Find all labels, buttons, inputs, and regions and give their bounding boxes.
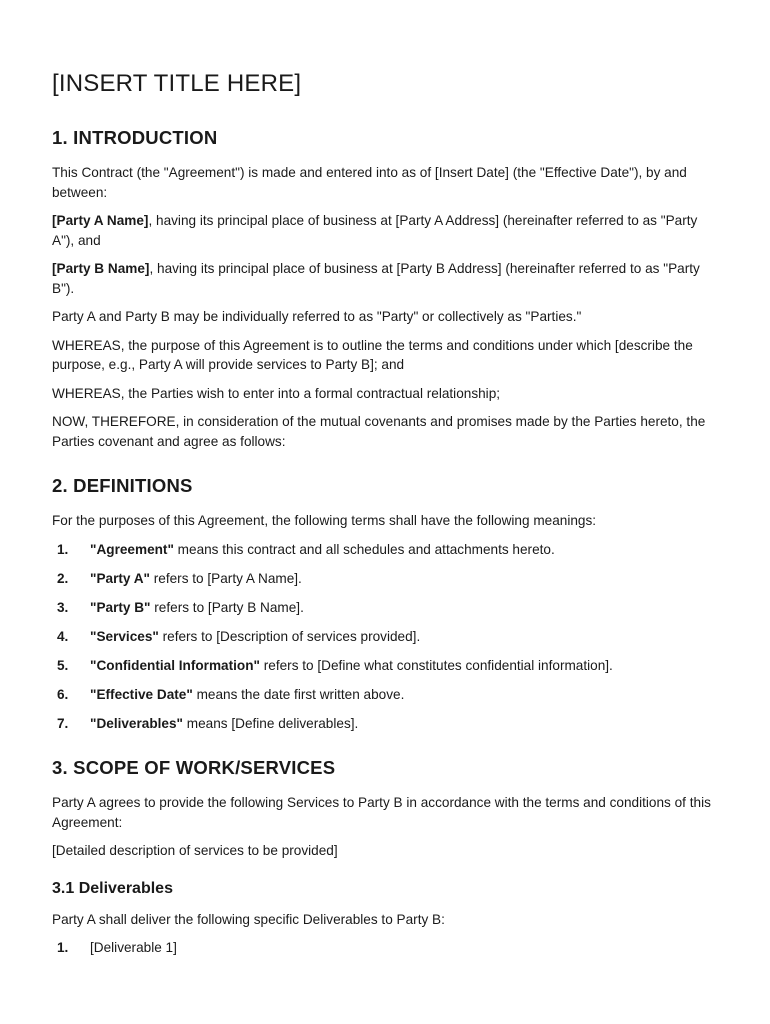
paragraph-party-a xyxy=(52,211,720,250)
list-text xyxy=(90,714,358,734)
section-scope xyxy=(52,755,720,958)
list-text xyxy=(90,656,613,676)
party-b-name: [Party B Name] xyxy=(52,261,150,276)
list-text: [Deliverable 1] xyxy=(90,940,177,955)
list-item xyxy=(52,685,720,705)
definition-text: means the date first written above. xyxy=(192,686,405,702)
section-heading: 2. DEFINITIONS xyxy=(52,475,193,496)
definition-term: "Services" xyxy=(90,628,159,644)
list-text xyxy=(90,540,555,560)
party-a-name: [Party A Name] xyxy=(52,213,149,228)
paragraph: [Detailed description of services to be provided] xyxy=(52,843,338,858)
document-title: [INSERT TITLE HERE] xyxy=(52,70,302,97)
list-number: 1. xyxy=(57,541,69,557)
definition-term: "Party A" xyxy=(90,570,150,586)
paragraph: Party A agrees to provide the following Services to Party B in accordance with the terms and conditions of this Agreement: xyxy=(52,795,711,830)
list-item xyxy=(52,598,720,618)
list-number: 5. xyxy=(57,657,69,673)
party-a-description: , having its principal place of business at [Party A Address] (hereinafter referred to as "Party A"), and xyxy=(52,213,698,248)
paragraph: This Contract (the "Agreement") is made and entered into as of [Insert Date] (the "Effective Date"), by and between: xyxy=(52,165,687,200)
definition-term: "Party B" xyxy=(90,599,151,615)
paragraph: NOW, THEREFORE, in consideration of the mutual covenants and promises made by the Parties hereto, the Parties covenant and agree as follows: xyxy=(52,414,706,449)
list-text xyxy=(90,685,404,705)
list-item xyxy=(52,938,720,958)
definition-text: refers to [Description of services provided]. xyxy=(158,628,421,644)
list-item xyxy=(52,569,720,589)
definition-text: refers to [Party B Name]. xyxy=(150,599,304,615)
definition-text: refers to [Party A Name]. xyxy=(149,570,302,586)
section-heading: 1. INTRODUCTION xyxy=(52,127,218,148)
list-item xyxy=(52,714,720,734)
deliverables-list xyxy=(52,938,720,958)
list-number: 6. xyxy=(57,686,69,702)
section-heading: 3. SCOPE OF WORK/SERVICES xyxy=(52,757,336,778)
subsection-heading: 3.1 Deliverables xyxy=(52,879,173,897)
section-introduction xyxy=(52,125,720,451)
list-number: 2. xyxy=(57,570,69,586)
paragraph: WHEREAS, the Parties wish to enter into a formal contractual relationship; xyxy=(52,385,501,401)
definitions-list xyxy=(52,540,720,734)
paragraph-party-b xyxy=(52,259,720,298)
list-number: 1. xyxy=(57,940,69,955)
list-item xyxy=(52,656,720,676)
list-number: 7. xyxy=(57,715,69,731)
definition-term: "Agreement" xyxy=(90,541,174,557)
list-item xyxy=(52,627,720,647)
definition-text: refers to [Define what constitutes confidential information]. xyxy=(259,657,613,673)
list-text xyxy=(90,598,304,618)
paragraph: Party A and Party B may be individually referred to as "Party" or collectively as "Parties." xyxy=(52,309,582,324)
definition-term: "Confidential Information" xyxy=(90,657,260,673)
definition-text: means [Define deliverables]. xyxy=(183,715,359,731)
paragraph: For the purposes of this Agreement, the following terms shall have the following meanings: xyxy=(52,513,597,528)
paragraph: Party A shall deliver the following specific Deliverables to Party B: xyxy=(52,911,445,927)
definition-text: means this contract and all schedules and attachments hereto. xyxy=(173,541,555,557)
list-number: 3. xyxy=(57,599,69,615)
paragraph: WHEREAS, the purpose of this Agreement is to outline the terms and conditions under which [describe the purpose, e.g., Party A will provide services to Party B]; and xyxy=(52,337,693,372)
list-text xyxy=(90,569,302,589)
subsection-deliverables xyxy=(52,878,720,958)
definition-term: "Deliverables" xyxy=(90,715,183,731)
definition-term: "Effective Date" xyxy=(90,686,193,702)
section-definitions xyxy=(52,473,720,733)
list-text xyxy=(90,627,420,647)
list-item xyxy=(52,540,720,560)
list-number: 4. xyxy=(57,628,69,644)
party-b-description: , having its principal place of business at [Party B Address] (hereinafter referred to as "Party B"). xyxy=(52,261,700,296)
